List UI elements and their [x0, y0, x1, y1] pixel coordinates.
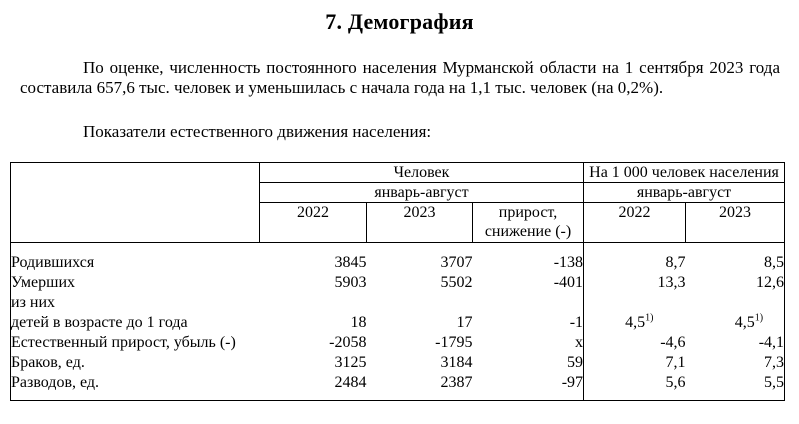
- header-period-left: январь-август: [260, 183, 584, 203]
- cell-2022: 5903: [334, 273, 367, 291]
- cell-2023: -1795: [435, 333, 473, 351]
- row-label: детей в возрасте до 1 года: [11, 313, 260, 333]
- table-row: [11, 353, 785, 373]
- cell-2022: 18: [350, 313, 367, 331]
- header-col-rate-2022: 2022: [584, 203, 686, 243]
- cell-rate-2023: 5,5: [686, 373, 785, 393]
- footnote-marker: 1): [645, 312, 654, 324]
- header-row-groups: [11, 163, 785, 183]
- cell-change: -401: [553, 273, 584, 291]
- table-row: [11, 313, 785, 333]
- body-spacer-row: [11, 243, 785, 253]
- cell-change: -1: [569, 313, 584, 331]
- cell-change: 59: [567, 353, 584, 371]
- cell-change: -97: [561, 373, 584, 391]
- cell-rate-2023: 12,6: [686, 273, 785, 293]
- cell-2022: 2484: [334, 373, 367, 391]
- footnote-marker: 1): [754, 312, 764, 324]
- header-group-persons: Человек: [260, 163, 584, 183]
- cell-rate-2023: 7,3: [686, 353, 785, 373]
- cell-rate-2023: 4,5$^{1)}$: [686, 313, 785, 333]
- cell-rate-2023: 8,5: [686, 253, 785, 273]
- natural-movement-table: [10, 162, 785, 401]
- row-label: Умерших: [11, 273, 260, 293]
- header-col-rate-2023: 2023: [686, 203, 785, 243]
- cell-rate-2022: 5,6: [584, 373, 686, 393]
- body-bottom-row: [11, 393, 785, 401]
- table-row: [11, 373, 785, 393]
- header-empty-cell: [11, 163, 260, 243]
- cell-rate-2022: -4,6: [584, 333, 686, 353]
- cell-change: -138: [553, 253, 584, 271]
- cell-change: x: [575, 333, 584, 351]
- cell-2023: 2387: [440, 373, 473, 391]
- row-label: Родившихся: [11, 253, 260, 273]
- row-label: из них: [11, 293, 260, 313]
- header-col-2022: 2022: [260, 203, 367, 243]
- indicators-intro-paragraph: Показатели естественного движения населения:: [83, 122, 432, 141]
- table-row: [11, 333, 785, 353]
- cell-2023: 17: [456, 313, 473, 331]
- cell-rate-2022: 8,7: [584, 253, 686, 273]
- cell-2023: 3184: [440, 353, 473, 371]
- row-label: Разводов, ед.: [11, 373, 260, 393]
- cell-2022: 3125: [334, 353, 367, 371]
- cell-2023: 3707: [440, 253, 473, 271]
- header-period-right: январь-август: [584, 183, 785, 203]
- page-title: 7. Демография: [325, 9, 474, 34]
- cell-2022: 3845: [334, 253, 367, 271]
- header-col-change: прирост, снижение (-): [473, 203, 584, 243]
- population-estimate-paragraph: По оценке, численность постоянного населения Мурманской области на 1 сентября 2023 года составила 657,6 тыс. человек и уменьшилась с начала года на 1,1 тыс. человек (на 0,2%).: [20, 58, 780, 97]
- cell-2022: -2058: [329, 333, 367, 351]
- cell-rate-2022: 7,1: [584, 353, 686, 373]
- cell-2023: 5502: [440, 273, 473, 291]
- header-group-per-1000: На 1 000 человек населения: [584, 163, 785, 183]
- header-col-2023: 2023: [367, 203, 473, 243]
- cell-rate-2023: -4,1: [686, 333, 785, 353]
- cell-rate-2022: 4,5$^{1)}$: [584, 313, 686, 333]
- cell-rate-2022: 13,3: [584, 273, 686, 293]
- table-row: [11, 293, 785, 313]
- row-label: Естественный прирост, убыль (-): [11, 333, 260, 353]
- row-label: Браков, ед.: [11, 353, 260, 373]
- table-row: [11, 273, 785, 293]
- table-row: [11, 253, 785, 273]
